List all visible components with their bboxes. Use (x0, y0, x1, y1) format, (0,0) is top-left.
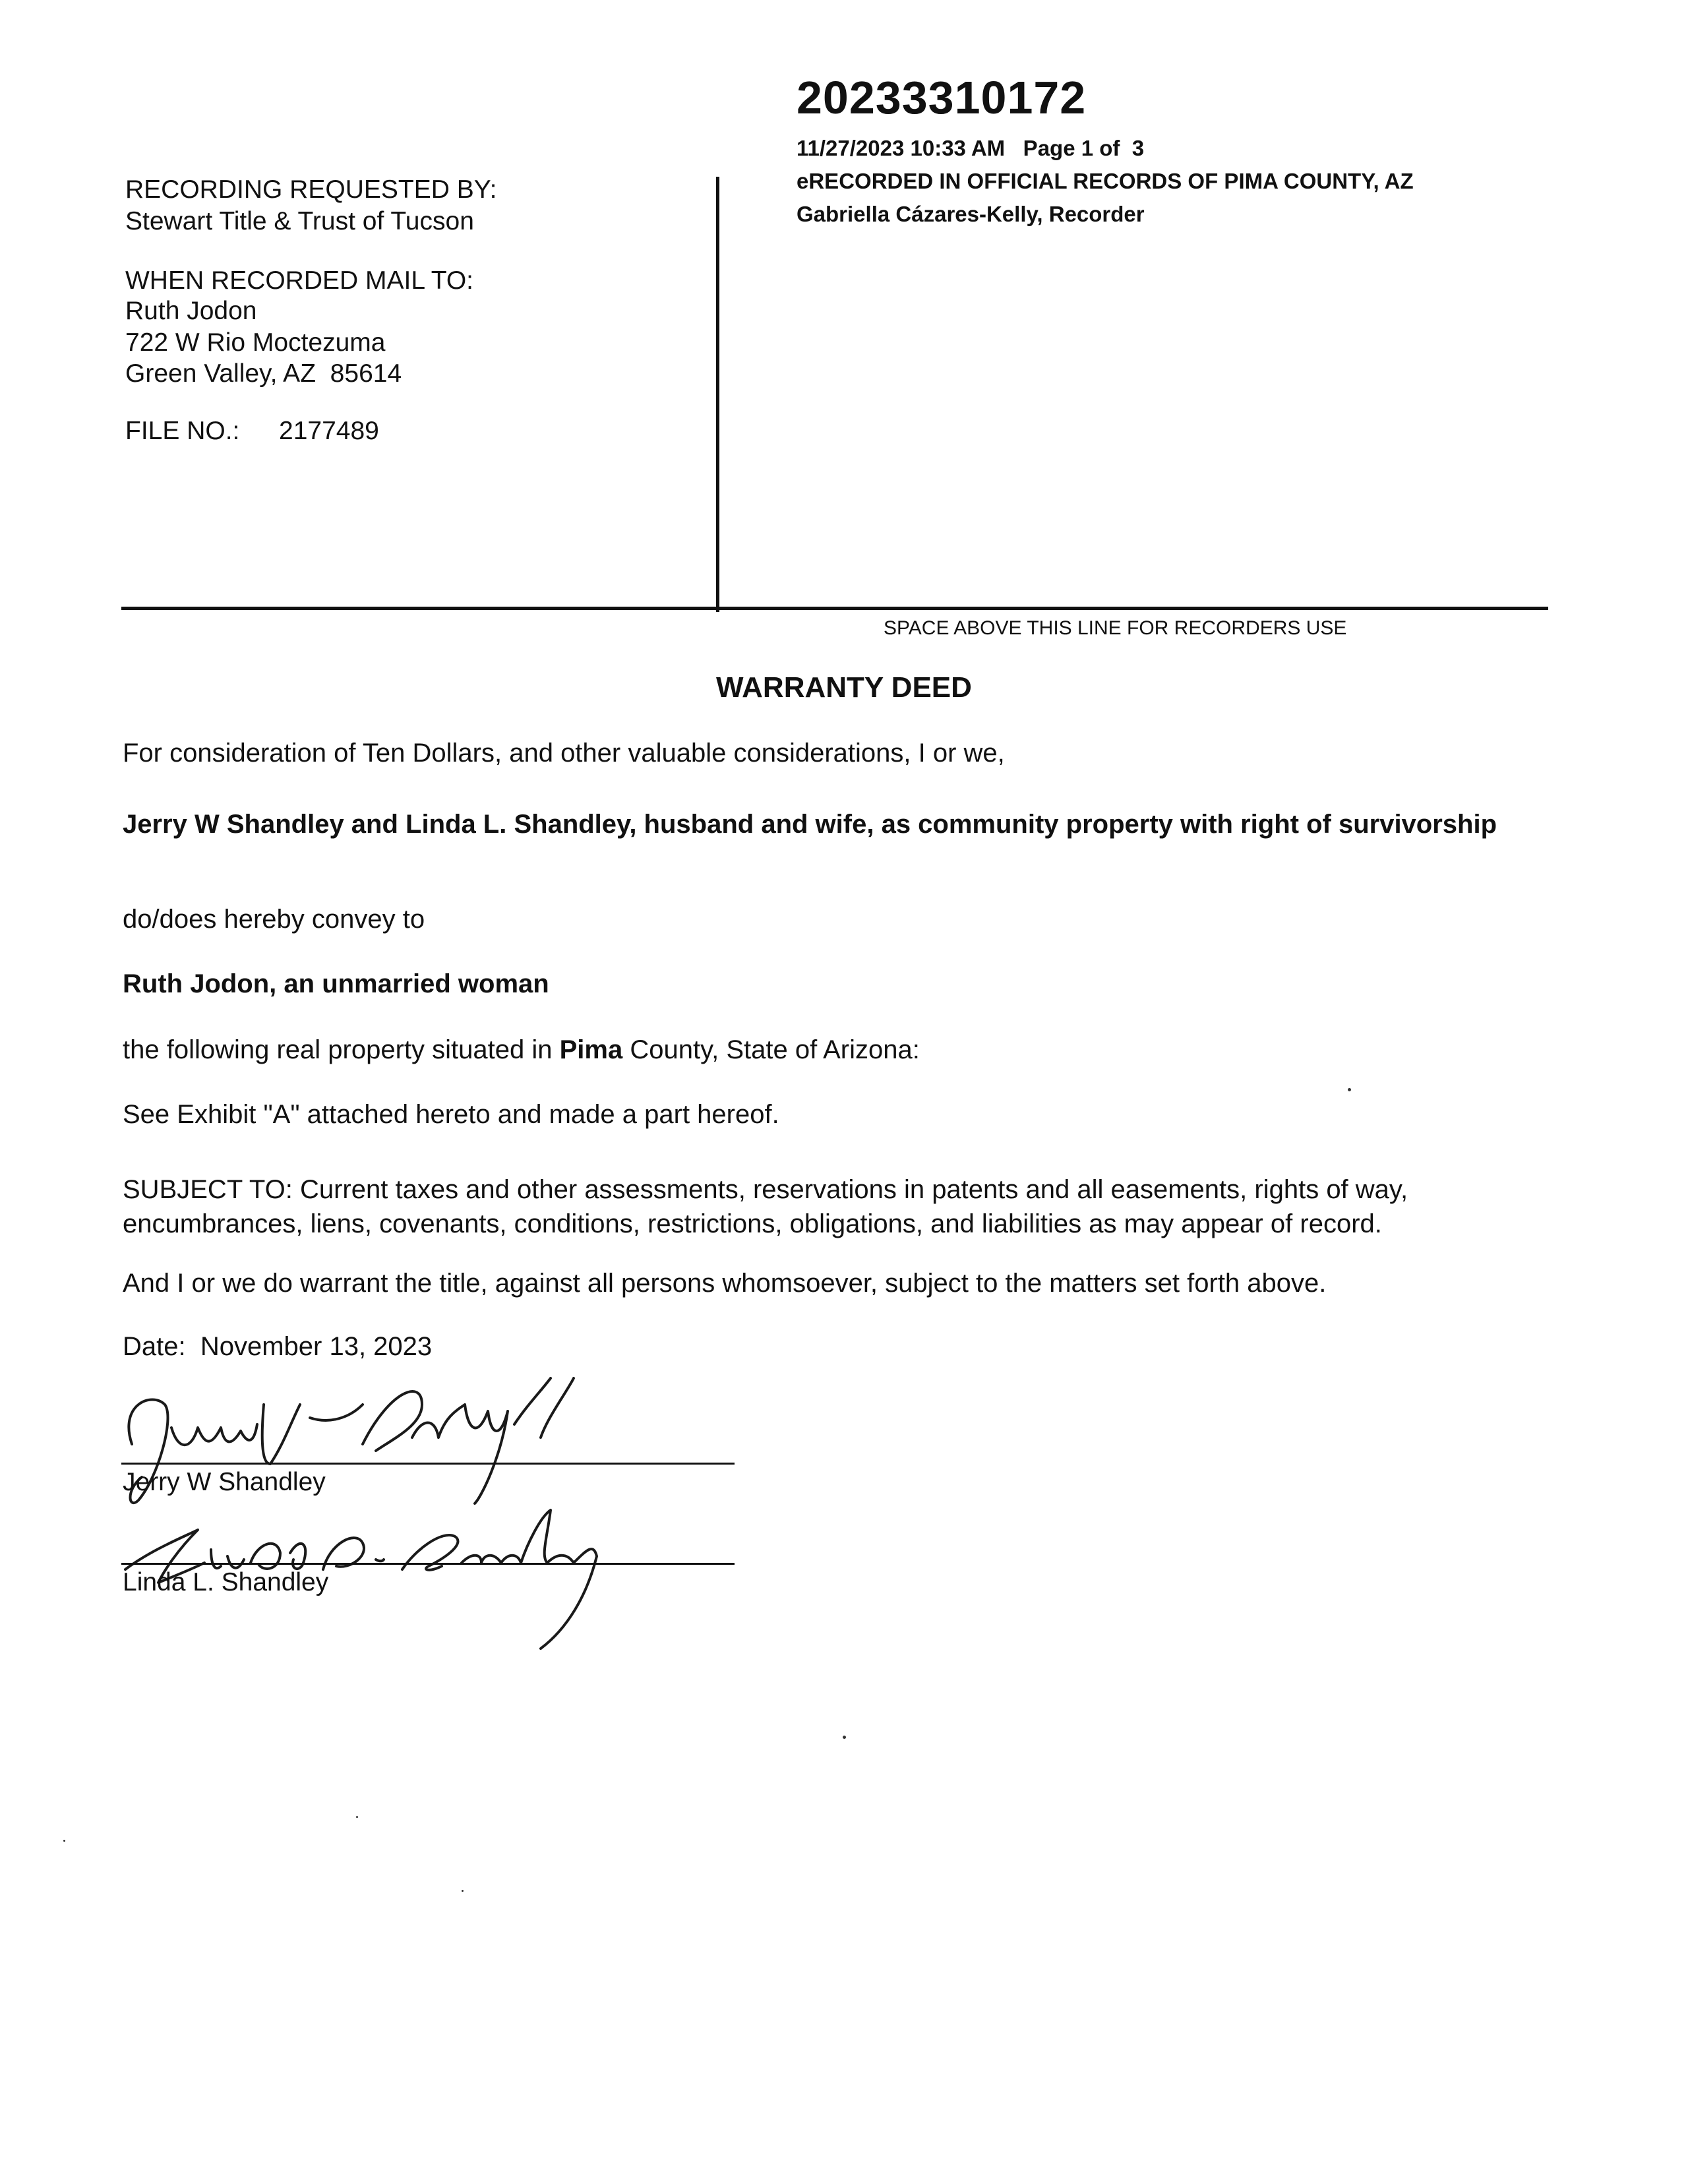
mail-to-name: Ruth Jodon (125, 297, 257, 325)
signer-1-name: Jerry W Shandley (123, 1468, 326, 1496)
scan-speck (843, 1736, 846, 1739)
recording-datetime: 11/27/2023 10:33 AM Page 1 of 3 (797, 136, 1145, 160)
header-divider-vertical (716, 177, 719, 612)
mail-to-label: WHEN RECORDED MAIL TO: (125, 266, 474, 295)
recorder-space-note: SPACE ABOVE THIS LINE FOR RECORDERS USE (884, 617, 1347, 639)
recorder-space-rule (121, 607, 1548, 610)
exhibit-reference: See Exhibit "A" attached hereto and made a part hereof. (123, 1100, 779, 1129)
convey-clause: do/does hereby convey to (123, 905, 425, 934)
file-no-value: 2177489 (279, 417, 379, 445)
scan-speck (462, 1890, 464, 1892)
mail-to-city: Green Valley, AZ 85614 (125, 359, 402, 388)
property-suffix: County, State of Arizona: (622, 1035, 920, 1064)
property-prefix: the following real property situated in (123, 1035, 560, 1064)
requested-by-label: RECORDING REQUESTED BY: (125, 175, 497, 204)
recorder-name: Gabriella Cázares-Kelly, Recorder (797, 202, 1145, 226)
scan-speck (1348, 1088, 1351, 1091)
property-location (123, 1035, 920, 1065)
grantee-name: Ruth Jodon, an unmarried woman (123, 969, 549, 998)
requested-by-value: Stewart Title & Trust of Tucson (125, 207, 474, 235)
signature-line-1 (121, 1463, 735, 1465)
warranty-clause: And I or we do warrant the title, against all persons whomsoever, subject to the matters set forth above. (123, 1269, 1327, 1298)
signature-line-2 (121, 1563, 735, 1565)
subject-to-clause: SUBJECT TO: Current taxes and other assessments, reservations in patents and all easements, rights of way, encumbrances, liens, covenants, conditions, restrictions, obligations, and liabilities as may appear of record. (123, 1175, 1408, 1238)
property-county: Pima (559, 1035, 623, 1064)
scan-speck (63, 1840, 65, 1842)
signer-2-name: Linda L. Shandley (123, 1568, 329, 1596)
recording-number: 20233310172 (797, 72, 1087, 123)
document-title: WARRANTY DEED (716, 671, 972, 704)
consideration-clause: For consideration of Ten Dollars, and other valuable considerations, I or we, (123, 739, 1005, 768)
file-no-label: FILE NO.: (125, 417, 240, 445)
grantor-names: Jerry W Shandley and Linda L. Shandley, husband and wife, as community property with right of survivorship (123, 810, 1497, 839)
official-records-line: eRECORDED IN OFFICIAL RECORDS OF PIMA COUNTY, AZ (797, 169, 1414, 193)
deed-date: Date: November 13, 2023 (123, 1332, 433, 1361)
scan-speck (356, 1816, 358, 1818)
mail-to-street: 722 W Rio Moctezuma (125, 328, 386, 357)
